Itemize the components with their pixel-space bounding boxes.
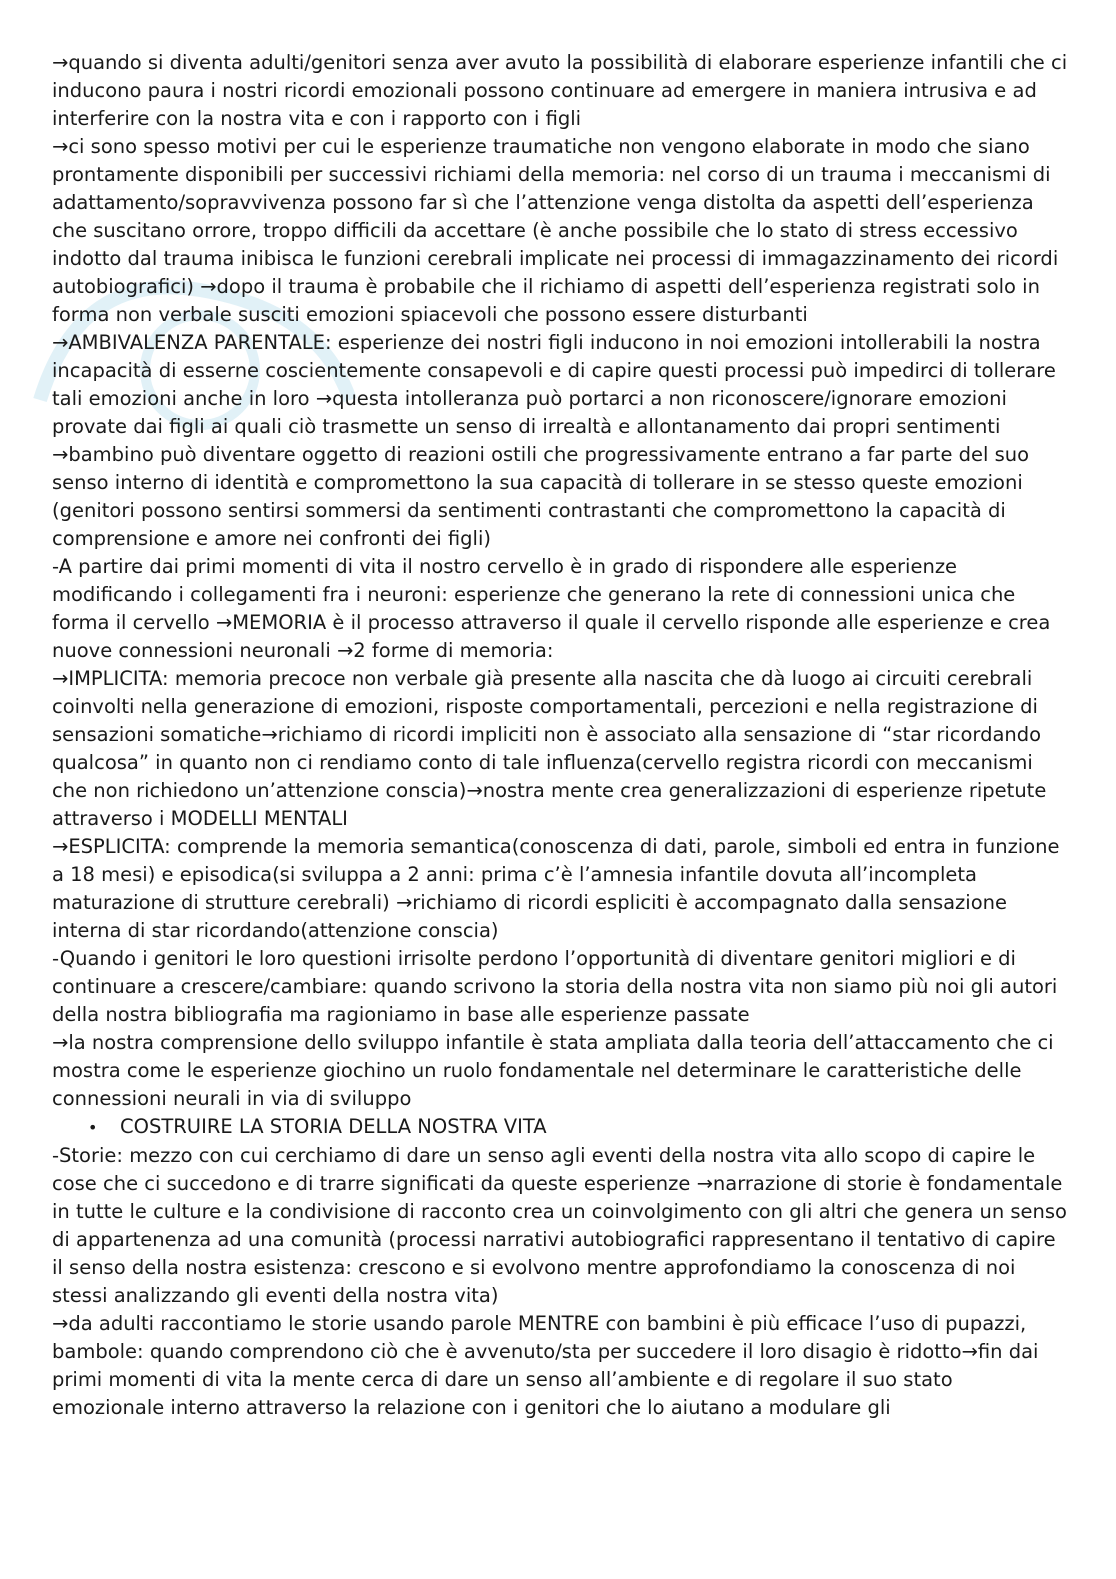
- paragraph: -Quando i genitori le loro questioni irrisolte perdono l’opportunità di diventare genitori migliori e di continuare a crescere/cambiare: quando scrivono la storia della nostra vita non siamo più noi gli autori della nostra bibliografia ma ragioniamo in base alle esperienze passate: [52, 947, 1058, 1026]
- paragraph: →la nostra comprensione dello sviluppo infantile è stata ampliata dalla teoria dell’attaccamento che ci mostra come le esperienze giochino un ruolo fondamentale nel determinare le caratteristiche delle connessioni neurali in via di sviluppo: [52, 1031, 1054, 1110]
- paragraph: →da adulti raccontiamo le storie usando parole MENTRE con bambini è più efficace l’uso di pupazzi, bambole: quando comprendono ciò che è avvenuto/sta per succedere il loro disagio è ridotto→fin dai primi momenti di vita la mente cerca di dare un senso all’ambiente e di regolare il suo stato emozionale interno attraverso la relazione con i genitori che lo aiutano a modulare gli: [52, 1312, 1039, 1419]
- paragraph: -A partire dai primi momenti di vita il nostro cervello è in grado di rispondere alle esperienze modificando i collegamenti fra i neuroni: esperienze che generano la rete di connessioni unica che forma il cervello →MEMORIA è il processo attraverso il quale il cervello risponde alle esperienze e crea nuove connessioni neuronali →2 forme di memoria:: [52, 555, 1051, 662]
- bullet-icon: •: [88, 1118, 98, 1137]
- paragraph: -Storie: mezzo con cui cerchiamo di dare un senso agli eventi della nostra vita allo scopo di capire le cose che ci succedono e di trarre significati da queste esperienze →narrazione di storie è fondamentale in tutte le culture e la condivisione di racconto crea un coinvolgimento con gli altri che genera un senso di appartenenza ad una comunità (processi narrativi autobiografici rappresentano il tentativo di capire il senso della nostra esistenza: crescono e si evolvono mentre approfondiamo la conoscenza di noi stessi analizzando gli eventi della nostra vita): [52, 1144, 1067, 1307]
- paragraph: →AMBIVALENZA PARENTALE: esperienze dei nostri figli inducono in noi emozioni intollerabili la nostra incapacità di esserne coscientemente consapevoli e di capire questi processi può impedirci di tollerare tali emozioni anche in loro →questa intolleranza può portarci a non riconoscere/ignorare emozioni provate dai figli ai quali ciò trasmette un senso di irrealtà e allontanamento dai propri sentimenti: [52, 331, 1056, 438]
- paragraph: →IMPLICITA: memoria precoce non verbale già presente alla nascita che dà luogo ai circuiti cerebrali coinvolti nella generazione di emozioni, risposte comportamentali, percezioni e nella registrazione di sensazioni somatiche→richiamo di ricordi impliciti non è associato alla sensazione di “star ricordando qualcosa” in quanto non ci rendiamo conto di tale influenza(cervello registra ricordi con meccanismi che non richiedono un’attenzione conscia)→nostra mente crea generalizzazioni di esperienze ripetute attraverso i MODELLI MENTALI: [52, 667, 1047, 830]
- document-page: [52, 49, 1070, 1422]
- section-heading: COSTRUIRE LA STORIA DELLA NOSTRA VITA: [120, 1115, 547, 1138]
- paragraph: →quando si diventa adulti/genitori senza aver avuto la possibilità di elaborare esperienze infantili che ci inducono paura i nostri ricordi emozionali possono continuare ad emergere in maniera intrusiva e ad interferire con la nostra vita e con i rapporto con i figli: [52, 51, 1068, 130]
- paragraph: →ESPLICITA: comprende la memoria semantica(conoscenza di dati, parole, simboli ed entra in funzione a 18 mesi) e episodica(si sviluppa a 2 anni: prima c’è l’amnesia infantile dovuta all’incompleta maturazione di strutture cerebrali) →richiamo di ricordi espliciti è accompagnato dalla sensazione interna di star ricordando(attenzione conscia): [52, 835, 1060, 942]
- paragraph: →bambino può diventare oggetto di reazioni ostili che progressivamente entrano a far parte del suo senso interno di identità e compromettono la sua capacità di tollerare in se stesso queste emozioni (genitori possono sentirsi sommersi da sentimenti contrastanti che compromettono la capacità di comprensione e amore nei confronti dei figli): [52, 443, 1030, 550]
- section-heading-bullet: [52, 1113, 1070, 1142]
- paragraph: →ci sono spesso motivi per cui le esperienze traumatiche non vengono elaborate in modo che siano prontamente disponibili per successivi richiami della memoria: nel corso di un trauma i meccanismi di adattamento/sopravvivenza possono far sì che l’attenzione venga distolta da aspetti dell’esperienza che suscitano orrore, troppo difficili da accettare (è anche possibile che lo stato di stress eccessivo indotto dal trauma inibisca le funzioni cerebrali implicate nei processi di immagazzinamento dei ricordi autobiografici) →dopo il trauma è probabile che il richiamo di aspetti dell’esperienza registrati solo in forma non verbale susciti emozioni spiacevoli che possono essere disturbanti: [52, 135, 1059, 326]
